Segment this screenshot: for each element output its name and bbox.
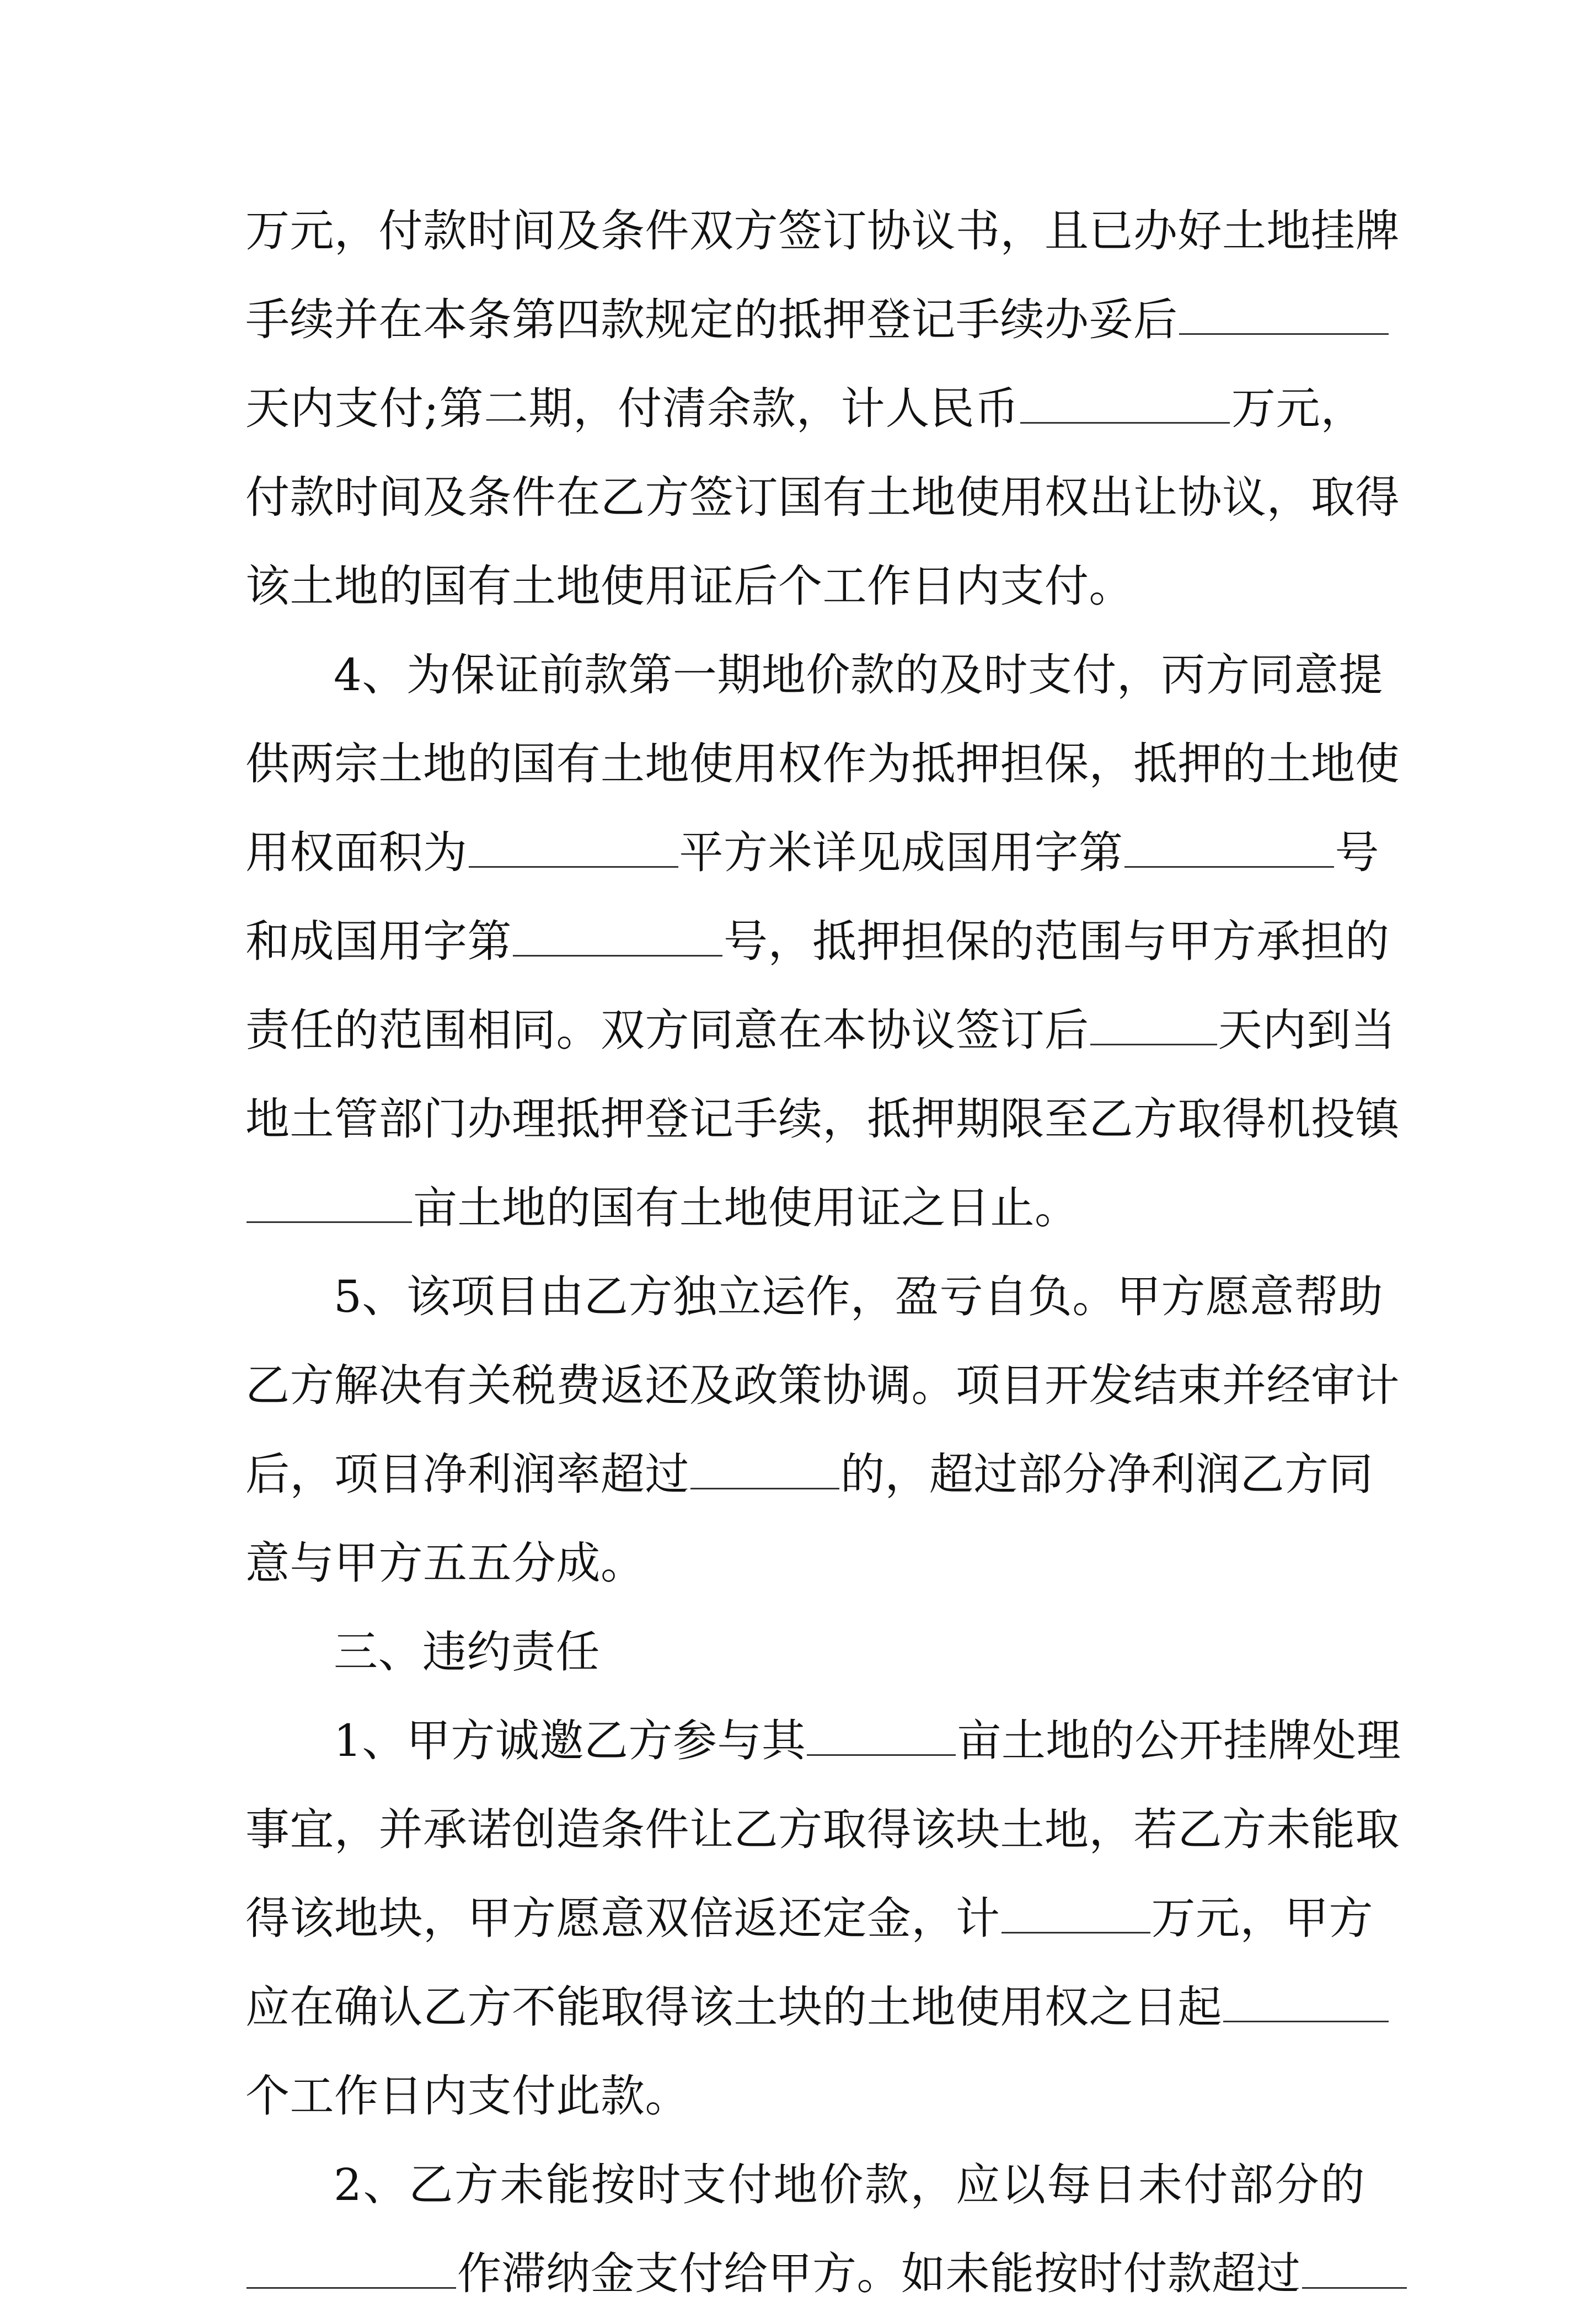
fill-blank	[1001, 1931, 1150, 1934]
line-text: 的，超过部分净利润乙方同	[840, 1449, 1373, 1500]
text-line	[245, 631, 1383, 719]
line-text: 天内支付;第二期，付清余款，计人民币	[245, 383, 1020, 434]
line-text: 应在确认乙方不能取得该土块的土地使用权之日起	[245, 1981, 1222, 2033]
line-text: 4、为保证前款第一期地价款的及时支付，丙方同意提	[334, 649, 1383, 701]
fill-blank	[513, 954, 722, 957]
text-line	[245, 186, 1400, 275]
line-text: 5、该项目由乙方独立运作，盈亏自负。甲方愿意帮助	[334, 1271, 1383, 1322]
line-text: 亩土地的国有土地使用证之日止。	[413, 1182, 1079, 1233]
fill-blank	[1302, 2287, 1407, 2289]
line-text: 供两宗土地的国有土地使用权作为抵押担保，抵押的土地使	[245, 738, 1400, 789]
heading-text: 三、违约责任	[334, 1626, 600, 1678]
line-text: 责任的范围相同。双方同意在本协议签订后	[245, 1005, 1089, 1056]
text-line	[245, 808, 1379, 897]
text-line	[245, 1075, 1400, 1163]
line-text: 事宜，并承诺创造条件让乙方取得该块土地，若乙方未能取	[245, 1804, 1400, 1855]
section-heading	[245, 1607, 1365, 1696]
line-text: 该土地的国有土地使用证后个工作日内支付。	[245, 560, 1133, 612]
text-line	[245, 542, 1365, 631]
fill-blank	[1179, 333, 1389, 335]
fill-blank	[247, 2287, 456, 2289]
text-line	[245, 1874, 1373, 1963]
line-text: 手续并在本条第四款规定的抵押登记手续办妥后	[245, 294, 1178, 345]
fill-blank	[1020, 421, 1230, 424]
line-text: 1、甲方诚邀乙方参与其	[334, 1715, 806, 1766]
fill-blank	[247, 1221, 412, 1223]
fill-blank	[1124, 866, 1334, 868]
line-text: 万元，	[1231, 383, 1365, 434]
line-text: 号	[1335, 827, 1379, 878]
text-line	[245, 1785, 1400, 1874]
line-text: 2、乙方未能按时支付地价款，应以每日未付部分的	[334, 2159, 1365, 2210]
line-text: 万元，甲方	[1151, 1893, 1373, 1944]
text-line	[245, 1252, 1383, 1341]
line-text: 号，抵押担保的范围与甲方承担的	[724, 916, 1390, 967]
line-text: 平方米详见成国用字第	[679, 827, 1123, 878]
line-text: 付款时间及条件在乙方签订国有土地使用权出让协议，取得	[245, 472, 1400, 523]
text-line	[245, 1341, 1400, 1430]
line-text: 亩土地的公开挂牌处理	[957, 1715, 1401, 1766]
text-line	[245, 2229, 1365, 2318]
line-text: 用权面积为	[245, 827, 468, 878]
line-text: 乙方解决有关税费返还及政策协调。项目开发结束并经审计	[245, 1360, 1400, 1411]
line-text: 后，项目净利润率超过	[245, 1449, 689, 1500]
contract-text	[245, 186, 1401, 2318]
line-text: 地土管部门办理抵押登记手续，抵押期限至乙方取得机投镇	[245, 1093, 1400, 1145]
fill-blank	[469, 866, 678, 868]
text-line	[245, 2140, 1365, 2229]
text-line	[245, 1430, 1373, 1519]
text-line	[245, 453, 1400, 542]
text-line	[245, 897, 1390, 986]
text-line	[245, 2052, 1365, 2140]
text-line	[245, 1963, 1365, 2052]
text-line	[245, 986, 1396, 1075]
text-line	[245, 275, 1365, 364]
line-text: 个工作日内支付此款。	[245, 2070, 689, 2122]
text-line	[245, 1696, 1401, 1785]
text-line	[245, 364, 1365, 453]
line-text: 万元，付款时间及条件双方签订协议书，且已办好土地挂牌	[245, 205, 1400, 257]
line-text: 天内到当	[1218, 1005, 1396, 1056]
line-text: 得该地块，甲方愿意双倍返还定金，计	[245, 1893, 1000, 1944]
fill-blank	[690, 1487, 839, 1489]
line-text: 作滞纳金支付给甲方。如未能按时付款超过	[457, 2248, 1301, 2299]
line-text: 意与甲方五五分成。	[245, 1537, 645, 1589]
text-line	[245, 1519, 1365, 1607]
text-line	[245, 1163, 1365, 1252]
text-line	[245, 719, 1400, 808]
fill-blank	[1223, 2020, 1389, 2022]
fill-blank	[807, 1754, 956, 1756]
fill-blank	[1090, 1043, 1217, 1045]
line-text: 和成国用字第	[245, 916, 512, 967]
